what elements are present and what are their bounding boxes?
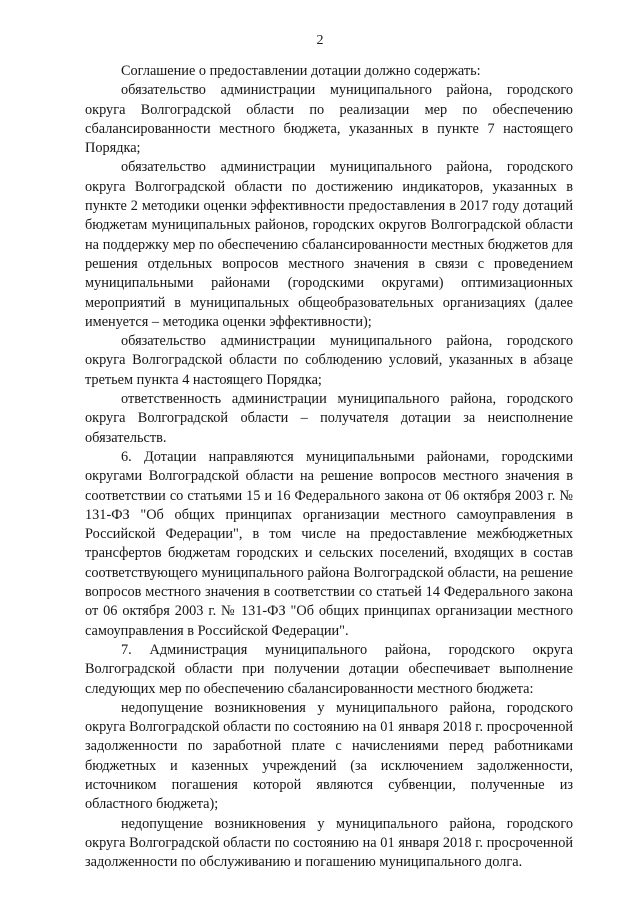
paragraph-obligation-conditions: обязательство администрации муниципального района, городского округа Волгоградской области по соблюдению условий, указанных в абзаце третьем пункта 4 настоящего Порядка; [85,333,573,388]
paragraph-section-7: 7. Администрация муниципального района, городского округа Волгоградской области при получении дотации обеспечивает выполнение следующих мер по обеспечению сбалансированности местного бюджета: [85,641,573,697]
paragraph-no-debt-arrears: недопущение возникновения у муниципального района, городского округа Волгоградской области по состоянию на 01 января 2018 г. просроченной задолженности по обслуживанию и погашению муниципального долга. [85,815,573,871]
paragraph-obligation-balance: обязательство администрации муниципального района, городского округа Волгоградской области по реализации мер по обеспечению сбалансированности местного бюджета, указанных в пункте 7 настоящего Порядка; [85,82,573,157]
paragraph-obligation-indicators: обязательство администрации муниципального района, городского округа Волгоградской области по достижению индикаторов, указанных в пункте 2 методики оценки эффективности предоставления в 2017 году дотаций бюджетам муниципальных районов, городских округов Волгоградской области на поддержку мер по обеспечению сбалансированности местных бюджетов для решения отдельных вопросов местного значения в связи с проведением муниципальными районами (городскими округами) оптимизационных мероприятий в муниципальных общеобразовательных организациях (далее именуется – методика оценки эффективности); [85,159,573,330]
paragraph-no-salary-arrears: недопущение возникновения у муниципального района, городского округа Волгоградской области по состоянию на 01 января 2018 г. просроченной задолженности по заработной плате с начислениями перед работниками бюджетных и казенных учреждений (за исключением задолженности, источником погашения которой являются субвенции, полученные из областного бюджета); [85,699,573,813]
paragraph-responsibility: ответственность администрации муниципального района, городского округа Волгоградской области – получателя дотации за неисполнение обязательств. [85,391,573,446]
paragraph-intro: Соглашение о предоставлении дотации должно содержать: [121,63,481,79]
page-number: 2 [316,33,324,48]
document-body [85,62,573,872]
paragraph-section-6: 6. Дотации направляются муниципальными районами, городскими округами Волгоградской области на решение вопросов местного значения в соответствии со статьями 15 и 16 Федерального закона от 06 октября 2003 г. № 131-ФЗ "Об общих принципах организации местного самоуправления в Российской Федерации", в том числе на предоставление межбюджетных трансфертов бюджетам городских и сельских поселений, входящих в состав соответствующего муниципального района Волгоградской области, на решение вопросов местного значения в соответствии со статьей 14 Федерального закона от 06 октября 2003 г. № 131-ФЗ "Об общих принципах организации местного самоуправления в Российской Федерации". [85,448,573,639]
